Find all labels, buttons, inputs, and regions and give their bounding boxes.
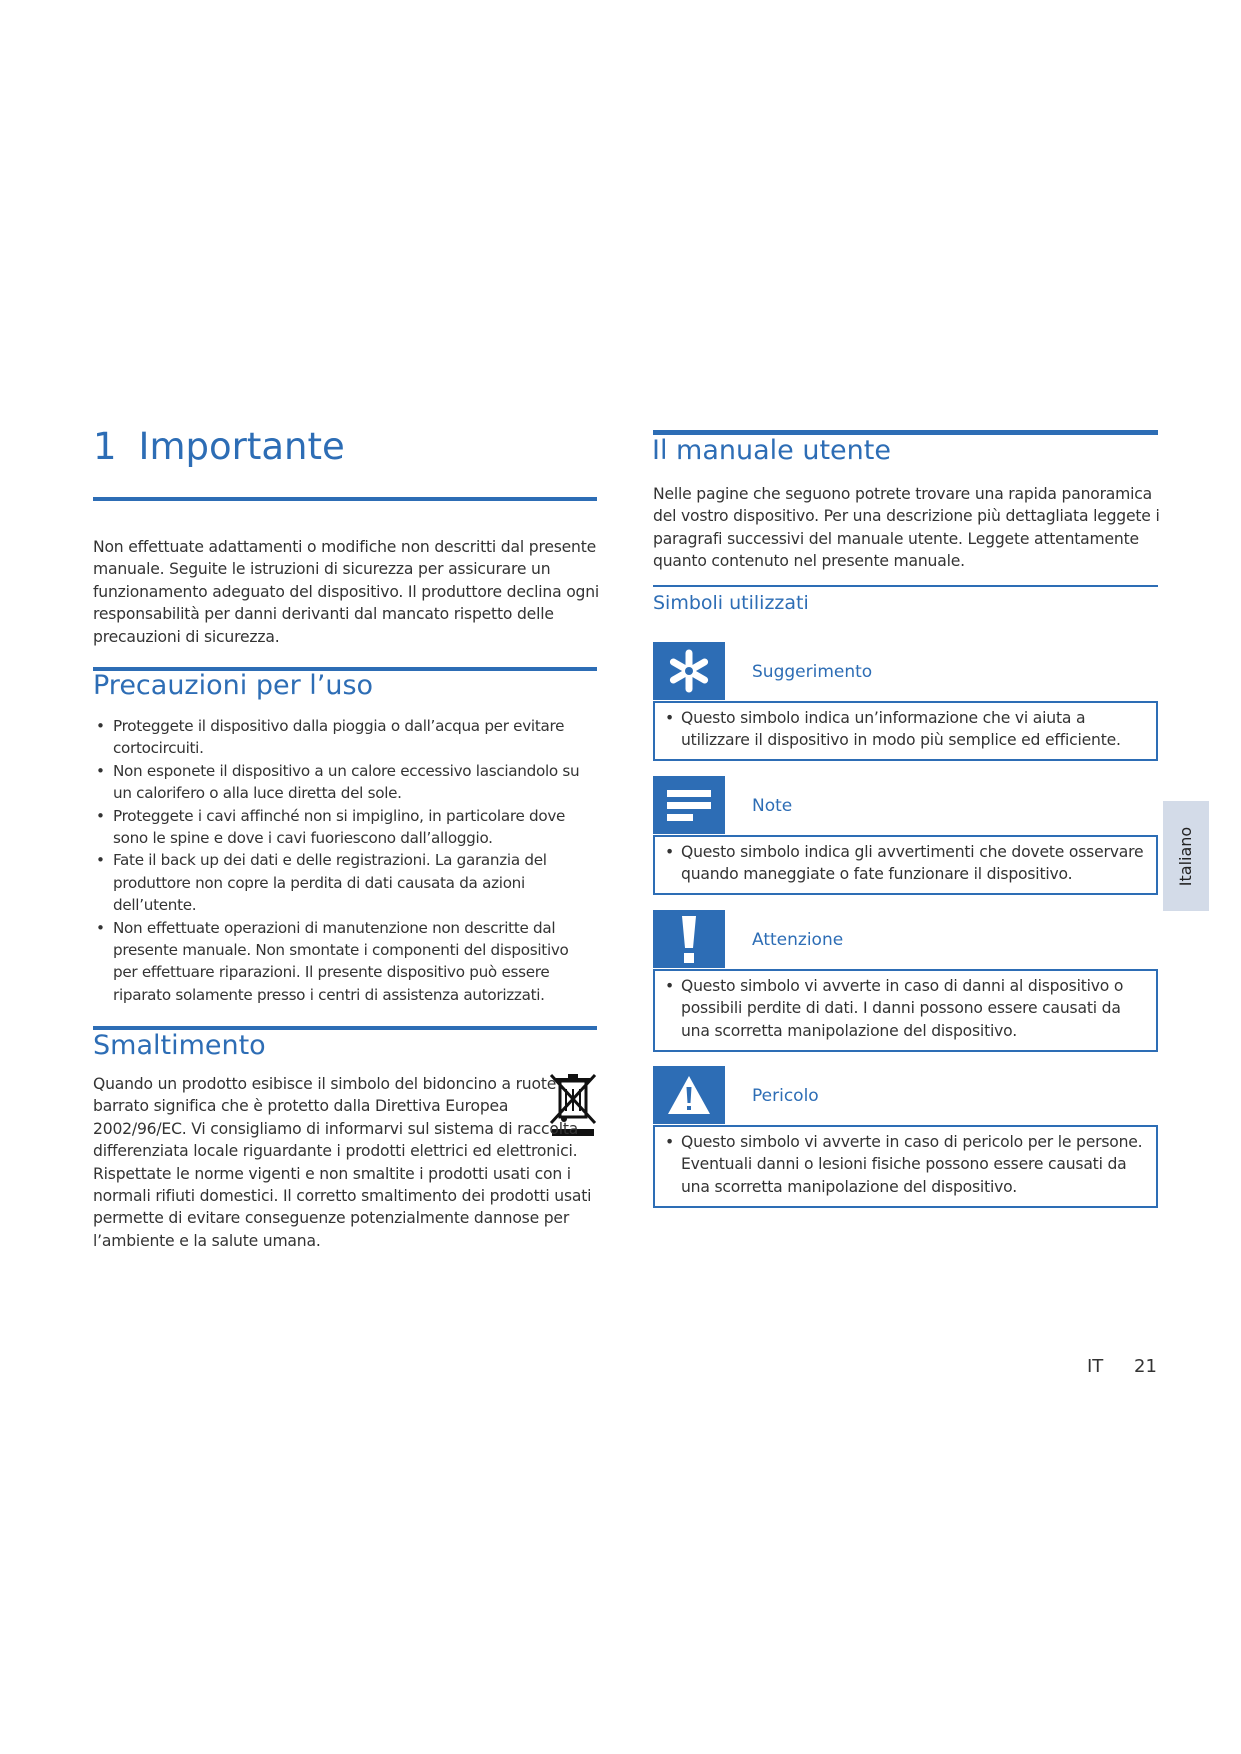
intro-paragraph: Non effettuate adattamenti o modifiche non descritti dal presente manuale. Seguite le istruzioni di sicurezza per assicurare un funzionamento adeguato del dispositivo. Il produttore declina ogni responsabilità per danni derivanti dal mancato rispetto delle precauzioni di sicurezza. — [93, 538, 600, 646]
symbol-box-tip — [653, 701, 1158, 761]
side-tab-label: Italiano — [1176, 826, 1196, 886]
manual-paragraph: Nelle pagine che seguono potrete trovare una rapida panoramica del vostro dispositivo. Per una descrizione più dettagliata leggete i paragrafi successivi del manuale utente. Leggete attentamente quanto contenuto nel presente manuale. — [653, 485, 1160, 571]
disposal-paragraph — [93, 1073, 603, 1252]
precautions-title: Precauzioni per l’uso — [93, 670, 374, 701]
symbol-label-danger: Pericolo — [752, 1086, 819, 1106]
symbol-label-caution: Attenzione — [752, 930, 844, 950]
list-item: • Fate il back up dei dati e delle registrazioni. La garanzia del produttore non copre la perdita di dati causata da azioni dell’utente. — [93, 849, 593, 916]
symbol-box-caution — [653, 969, 1158, 1052]
symbol-text-caution: • Questo simbolo vi avverte in caso di danni al dispositivo o possibili perdite di dati. I danni possono essere causati da una scorretta manipolazione del dispositivo. — [665, 975, 1146, 1042]
symbol-text-danger: • Questo simbolo vi avverte in caso di pericolo per le persone. Eventuali danni o lesioni fisiche possono essere causati da una scorretta manipolazione del dispositivo. — [665, 1131, 1146, 1198]
symbol-text-note: • Questo simbolo indica gli avvertimenti che dovete osservare quando maneggiate o fate funzionare il dispositivo. — [665, 841, 1146, 886]
manual-title: Il manuale utente — [652, 435, 891, 466]
chapter-title-text: Importante — [138, 425, 345, 468]
disposal-title: Smaltimento — [93, 1030, 266, 1061]
list-item: • Non effettuate operazioni di manutenzione non descritte dal presente manuale. Non smontate i componenti del dispositivo per effettuare riparazioni. Il presente dispositivo può essere riparato solamente presso i centri di assistenza autorizzati. — [93, 917, 593, 1007]
list-item: • Non esponete il dispositivo a un calore eccessivo lasciandolo su un calorifero o alla luce diretta del sole. — [93, 760, 593, 805]
chapter-title — [93, 425, 345, 468]
language-side-tab — [1163, 801, 1209, 911]
list-item: • Proteggete il dispositivo dalla pioggia o dall’acqua per evitare cortocircuiti. — [93, 715, 593, 760]
symbol-label-tip: Suggerimento — [752, 662, 873, 682]
symbol-text-tip: • Questo simbolo indica un’informazione che vi aiuta a utilizzare il dispositivo in modo più semplice ed efficiente. — [665, 707, 1146, 752]
symbol-box-note — [653, 835, 1158, 895]
exclamation-icon — [653, 910, 725, 968]
chapter-number: 1 — [93, 425, 117, 468]
asterisk-icon — [653, 642, 725, 700]
symbol-box-danger — [653, 1125, 1158, 1208]
footer-language: IT — [1087, 1356, 1104, 1377]
note-lines-icon — [653, 776, 725, 834]
list-item: • Proteggete i cavi affinché non si impiglino, in particolare dove sono le spine e dove i cavi fuoriescono dall’alloggio. — [93, 805, 593, 850]
chapter-rule — [93, 497, 597, 501]
disposal-text: Quando un prodotto esibisce il simbolo del bidoncino a ruote barrato significa che è protetto dalla Direttiva Europea 2002/96/EC. Vi consigliamo di informarvi sul sistema di raccolta differenziata locale riguardante i prodotti elettrici ed elettronici. Rispettate le norme vigenti e non smaltite i prodotti usati con i normali rifiuti domestici. Il corretto smaltimento dei prodotti usati permette di evitare conseguenze potenzialmente dannose per l’ambiente e la salute umana. — [93, 1075, 592, 1250]
symbols-title: Simboli utilizzati — [653, 592, 809, 614]
precautions-list — [93, 715, 593, 1006]
symbols-rule — [653, 585, 1158, 587]
symbol-label-note: Note — [752, 796, 793, 816]
warning-triangle-icon — [653, 1066, 725, 1124]
page-number: 21 — [1134, 1356, 1157, 1377]
